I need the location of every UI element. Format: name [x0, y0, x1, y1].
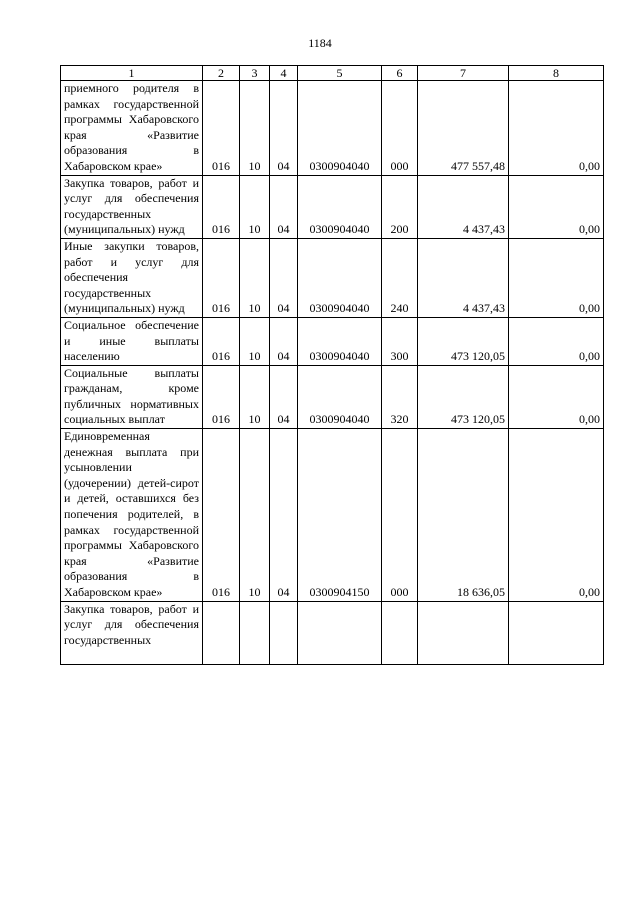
header-col-4: 4 [270, 66, 298, 81]
header-col-8: 8 [509, 66, 604, 81]
cell-section: 10 [240, 238, 270, 317]
cell-amount: 18 636,05 [418, 429, 509, 602]
cell-expense-type: 000 [382, 81, 418, 176]
cell-amount-2 [509, 601, 604, 664]
cell-subsection: 04 [270, 365, 298, 428]
cell-expense-type: 300 [382, 317, 418, 365]
cell-target-item: 0300904040 [298, 238, 382, 317]
table-row [61, 601, 604, 664]
cell-target-item [298, 601, 382, 664]
cell-target-item: 0300904040 [298, 81, 382, 176]
table-row [61, 429, 604, 602]
cell-amount-2: 0,00 [509, 81, 604, 176]
cell-subsection [270, 601, 298, 664]
cell-amount-2: 0,00 [509, 175, 604, 238]
cell-section: 10 [240, 317, 270, 365]
cell-amount [418, 601, 509, 664]
cell-target-item: 0300904040 [298, 365, 382, 428]
cell-target-item: 0300904040 [298, 175, 382, 238]
header-col-5: 5 [298, 66, 382, 81]
cell-amount-2: 0,00 [509, 429, 604, 602]
cell-amount: 473 120,05 [418, 317, 509, 365]
cell-target-item: 0300904040 [298, 317, 382, 365]
cell-amount: 477 557,48 [418, 81, 509, 176]
header-col-2: 2 [203, 66, 240, 81]
row-name: приемного родителя в рамках государственной программы Хабаровского края «Развитие образования в Хабаровском крае» [61, 81, 203, 176]
cell-ministry-code [203, 601, 240, 664]
row-name: Иные закупки товаров, работ и услуг для обеспечения государственных (муниципальных) нужд [61, 238, 203, 317]
header-col-6: 6 [382, 66, 418, 81]
cell-expense-type: 240 [382, 238, 418, 317]
table-row [61, 365, 604, 428]
table-row [61, 238, 604, 317]
cell-section [240, 601, 270, 664]
row-name: Социальное обеспечение и иные выплаты населению [61, 317, 203, 365]
budget-table [60, 65, 604, 665]
header-col-3: 3 [240, 66, 270, 81]
cell-amount: 4 437,43 [418, 238, 509, 317]
cell-amount-2: 0,00 [509, 238, 604, 317]
cell-subsection: 04 [270, 238, 298, 317]
page-number: 1184 [308, 36, 332, 50]
row-name: Социальные выплаты гражданам, кроме публичных нормативных социальных выплат [61, 365, 203, 428]
cell-section: 10 [240, 175, 270, 238]
cell-target-item: 0300904150 [298, 429, 382, 602]
header-row [61, 66, 604, 81]
cell-amount-2: 0,00 [509, 317, 604, 365]
header-col-7: 7 [418, 66, 509, 81]
cell-ministry-code: 016 [203, 317, 240, 365]
cell-expense-type: 320 [382, 365, 418, 428]
cell-section: 10 [240, 81, 270, 176]
row-name: Закупка товаров, работ и услуг для обеспечения государственных (муниципальных) нужд [61, 175, 203, 238]
cell-ministry-code: 016 [203, 81, 240, 176]
cell-ministry-code: 016 [203, 238, 240, 317]
table-row [61, 81, 604, 176]
cell-subsection: 04 [270, 175, 298, 238]
cell-subsection: 04 [270, 317, 298, 365]
cell-ministry-code: 016 [203, 365, 240, 428]
cell-amount: 4 437,43 [418, 175, 509, 238]
cell-amount-2: 0,00 [509, 365, 604, 428]
cell-expense-type: 200 [382, 175, 418, 238]
cell-subsection: 04 [270, 429, 298, 602]
table-row [61, 317, 604, 365]
cell-section: 10 [240, 429, 270, 602]
cell-expense-type: 000 [382, 429, 418, 602]
cell-ministry-code: 016 [203, 429, 240, 602]
cell-expense-type [382, 601, 418, 664]
cell-subsection: 04 [270, 81, 298, 176]
cell-ministry-code: 016 [203, 175, 240, 238]
header-col-1: 1 [61, 66, 203, 81]
cell-section: 10 [240, 365, 270, 428]
row-name: Единовременная денежная выплата при усыновлении (удочерении) детей-сирот и детей, оставшихся без попечения родителей, в рамках государственной программы Хабаровского края «Развитие образования в Хабаровском крае» [61, 429, 203, 602]
cell-amount: 473 120,05 [418, 365, 509, 428]
table-row [61, 175, 604, 238]
row-name: Закупка товаров, работ и услуг для обеспечения государственных [61, 601, 203, 664]
